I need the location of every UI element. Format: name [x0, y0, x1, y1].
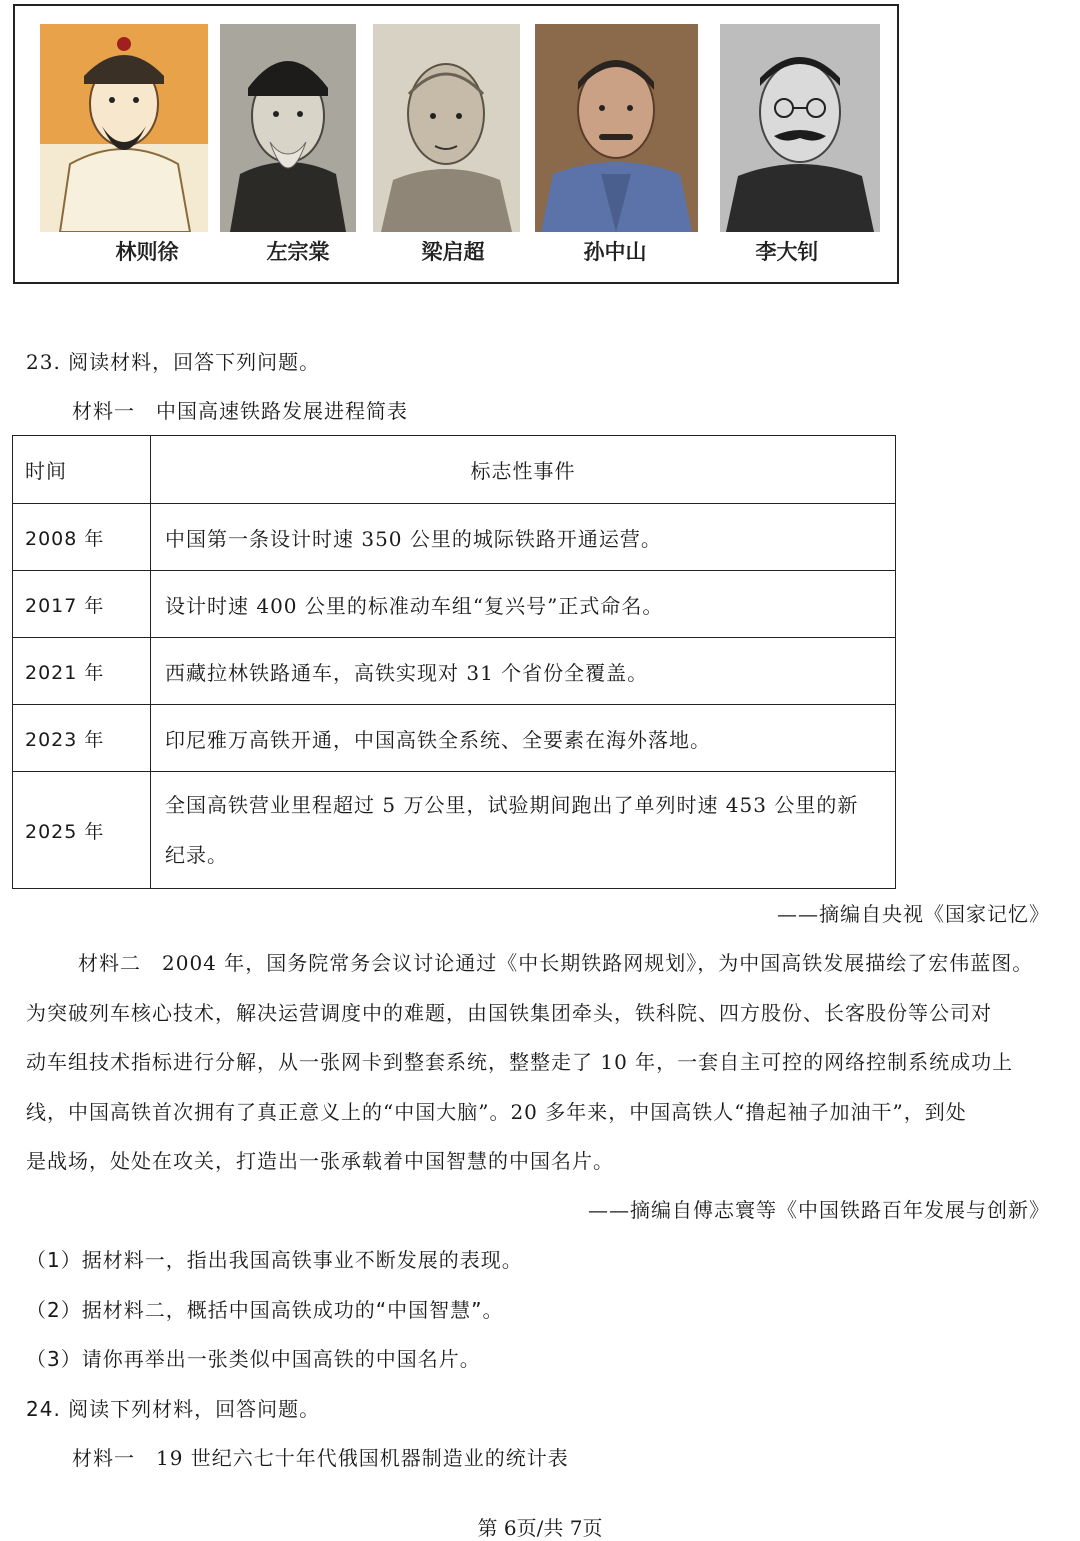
question-item: （1）据材料一，指出我国高铁事业不断发展的表现。	[26, 1248, 523, 1272]
material2-line: 材料二 2004 年，国务院常务会议讨论通过《中长期铁路网规划》，为中国高铁发展描绘了宏伟蓝图。	[78, 951, 1034, 975]
q24-title: 24. 阅读下列材料，回答问题。	[26, 1397, 321, 1421]
question-item: （3）请你再举出一张类似中国高铁的中国名片。	[26, 1347, 481, 1371]
portrait-lin-zexu	[40, 24, 208, 232]
table-cell-event: 西藏拉林铁路通车，高铁实现对 31 个省份全覆盖。	[151, 638, 896, 705]
portrait-name: 李大钊	[755, 240, 819, 264]
table-header-row	[13, 436, 896, 504]
table-cell-year: 2021 年	[13, 638, 151, 705]
portrait-name: 左宗棠	[266, 240, 330, 264]
table-header-event: 标志性事件	[151, 436, 896, 504]
material2-line: 是战场，处处在攻关，打造出一张承载着中国智慧的中国名片。	[26, 1149, 614, 1173]
table-cell-year: 2023 年	[13, 705, 151, 772]
material2-line: 动车组技术指标进行分解，从一张网卡到整套系统，整整走了 10 年，一套自主可控的网络控制系统成功上	[26, 1050, 1014, 1074]
q24-material1-title: 材料一 19 世纪六七十年代俄国机器制造业的统计表	[72, 1446, 569, 1470]
table-row	[13, 504, 896, 571]
material2-line: 线，中国高铁首次拥有了真正意义上的“中国大脑”。20 多年来，中国高铁人“撸起袖子加油干”，到处	[26, 1100, 967, 1124]
portrait-name: 孙中山	[583, 240, 647, 264]
q23-material1-title: 材料一 中国高速铁路发展进程简表	[72, 399, 408, 423]
q23-title: 23. 阅读材料，回答下列问题。	[26, 350, 321, 374]
table-row	[13, 772, 896, 889]
table-cell-year: 2025 年	[13, 772, 151, 889]
source-citation: ——摘编自傅志寰等《中国铁路百年发展与创新》	[588, 1198, 1050, 1222]
railway-timeline-table	[12, 435, 896, 889]
table-row	[13, 571, 896, 638]
table-cell-year: 2008 年	[13, 504, 151, 571]
source-citation: ——摘编自央视《国家记忆》	[777, 902, 1050, 926]
table-cell-event: 印尼雅万高铁开通，中国高铁全系统、全要素在海外落地。	[151, 705, 896, 772]
table-cell-year: 2017 年	[13, 571, 151, 638]
event-line: 全国高铁营业里程超过 5 万公里，试验期间跑出了单列时速 453 公里的新	[165, 793, 859, 817]
table-row	[13, 638, 896, 705]
question-item: （2）据材料二，概括中国高铁成功的“中国智慧”。	[26, 1298, 504, 1322]
table-cell-event: 设计时速 400 公里的标准动车组“复兴号”正式命名。	[151, 571, 896, 638]
page-footer: 第 6页/共 7页	[477, 1516, 603, 1540]
portrait-name: 梁启超	[421, 240, 485, 264]
table-cell-event	[151, 772, 896, 889]
table-header-time: 时间	[13, 436, 151, 504]
portrait-liang-qichao	[373, 24, 520, 232]
portrait-sun-zhongshan	[535, 24, 698, 232]
table-row	[13, 705, 896, 772]
portrait-li-dazhao	[720, 24, 880, 232]
portrait-name: 林则徐	[115, 240, 179, 264]
portrait-zuo-zongtang	[220, 24, 356, 232]
material2-line: 为突破列车核心技术，解决运营调度中的难题，由国铁集团牵头，铁科院、四方股份、长客股份等公司对	[26, 1001, 992, 1025]
event-line: 纪录。	[165, 843, 228, 867]
table-cell-event: 中国第一条设计时速 350 公里的城际铁路开通运营。	[151, 504, 896, 571]
